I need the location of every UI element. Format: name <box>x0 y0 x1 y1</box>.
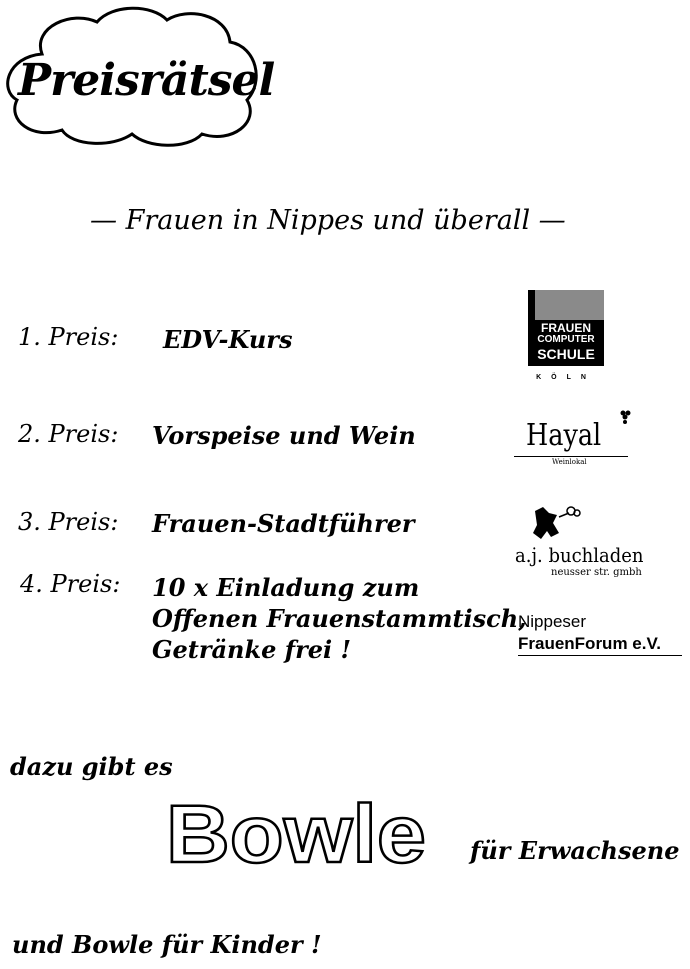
prize-4-line: Getränke frei ! <box>152 635 351 664</box>
bowle-outline-text <box>162 790 432 875</box>
prize-4-line: Offenen Frauenstammtisch, <box>152 604 527 633</box>
figure-illustration-icon <box>523 503 583 545</box>
kinder-text: und Bowle für Kinder ! <box>12 930 322 959</box>
prize-3-label: 3. Preis: <box>18 508 119 536</box>
hayal-logo: Hayal Weinlokal <box>514 408 632 470</box>
bowle-word: Bowle <box>166 790 426 875</box>
buchladen-logo: a.j. buchladen neusser str. gmbh <box>515 503 630 583</box>
page-title: Preisrätsel <box>18 55 275 106</box>
dazu-text: dazu gibt es <box>10 752 173 781</box>
prize-1-label: 1. Preis: <box>18 323 119 351</box>
prize-2-label: 2. Preis: <box>18 420 119 448</box>
subtitle: — Frauen in Nippes und überall — <box>90 205 566 236</box>
prize-4-text <box>152 572 527 665</box>
prize-3-text: Frauen-Stadtführer <box>152 509 415 538</box>
grapes-icon <box>618 408 632 426</box>
prize-4-line: 10 x Einladung zum <box>152 573 420 602</box>
prize-4-label: 4. Preis: <box>20 570 121 598</box>
prize-1-text: EDV-Kurs <box>163 325 293 354</box>
erwachsene-text: für Erwachsene <box>470 836 680 865</box>
prize-2-text: Vorspeise und Wein <box>152 421 416 450</box>
frauen-computer-schule-logo: FRAUEN COMPUTER SCHULE KÖLN <box>528 290 610 382</box>
nippeser-frauenforum-logo: Nippeser FrauenForum e.V. <box>518 612 684 658</box>
